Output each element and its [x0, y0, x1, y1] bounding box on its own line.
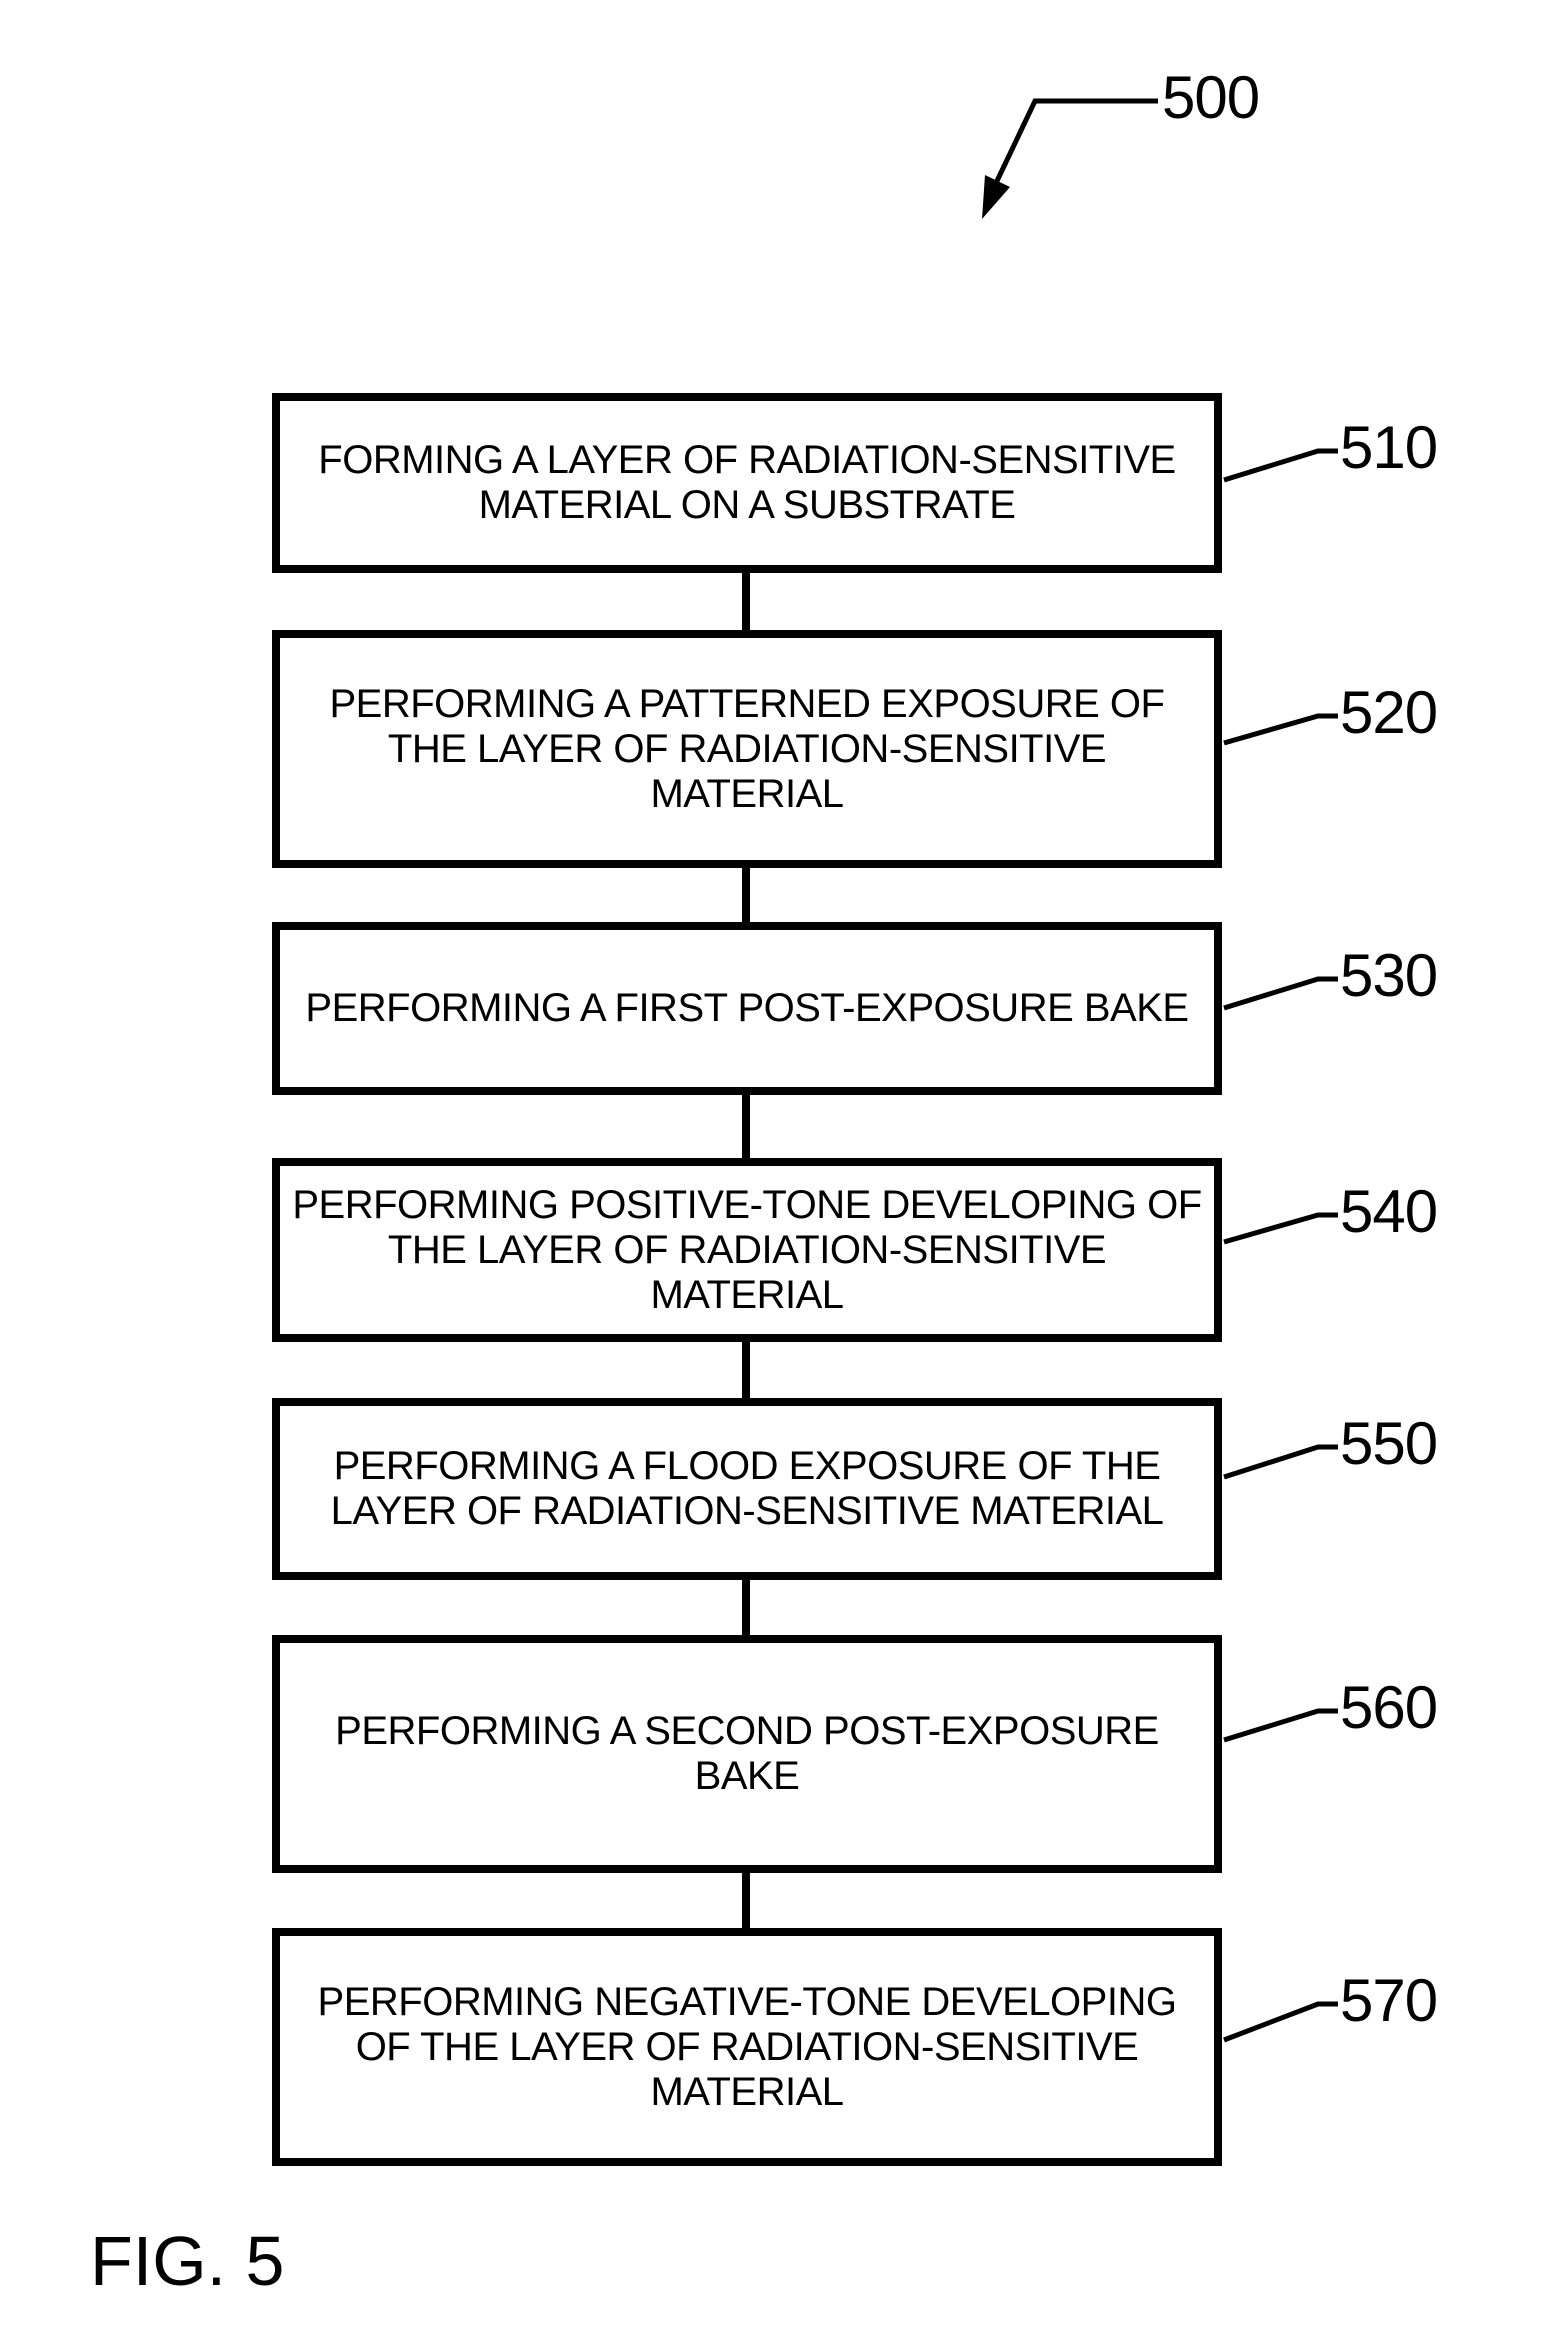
process-box-text: BAKE — [694, 1754, 800, 1798]
reference-number-570: 570 — [1340, 1967, 1438, 2034]
diagram-reference-number: 500 — [1162, 64, 1260, 131]
reference-number-560: 560 — [1340, 1674, 1438, 1741]
process-box-text: LAYER OF RADIATION-SENSITIVE MATERIAL — [330, 1489, 1164, 1533]
diagram-pointer-arrowhead-icon — [982, 175, 1010, 219]
process-box-570 — [272, 1928, 1222, 2166]
reference-leader-line — [1224, 2004, 1338, 2040]
reference-leader-line — [1224, 451, 1338, 480]
reference-leader-line — [1224, 1711, 1338, 1740]
process-box-text: PERFORMING A PATTERNED EXPOSURE OF — [329, 681, 1165, 726]
process-box-510 — [272, 393, 1222, 573]
reference-leader-line — [1224, 1215, 1338, 1242]
reference-leader-line — [1224, 979, 1338, 1008]
process-box-text: OF THE LAYER OF RADIATION-SENSITIVE — [355, 2024, 1139, 2069]
reference-number-530: 530 — [1340, 942, 1438, 1009]
figure-label: FIG. 5 — [90, 2222, 285, 2300]
reference-number-540: 540 — [1340, 1178, 1438, 1245]
process-box-530 — [272, 922, 1222, 1095]
reference-number-520: 520 — [1340, 679, 1438, 746]
process-box-text: PERFORMING A FIRST POST-EXPOSURE BAKE — [305, 986, 1189, 1030]
process-box-text: THE LAYER OF RADIATION-SENSITIVE — [387, 726, 1107, 771]
process-box-text: MATERIAL — [650, 771, 844, 816]
process-box-560 — [272, 1635, 1222, 1873]
process-box-text: FORMING A LAYER OF RADIATION-SENSITIVE — [318, 438, 1176, 482]
reference-leader-line — [1224, 1447, 1338, 1477]
process-box-text: PERFORMING NEGATIVE-TONE DEVELOPING — [317, 1979, 1177, 2024]
process-box-text: MATERIAL — [650, 1272, 844, 1317]
reference-number-550: 550 — [1340, 1410, 1438, 1477]
reference-number-510: 510 — [1340, 414, 1438, 481]
process-box-text: PERFORMING A FLOOD EXPOSURE OF THE — [333, 1444, 1161, 1488]
reference-leader-line — [1224, 716, 1338, 743]
diagram-pointer-line — [997, 101, 1158, 181]
process-box-text: MATERIAL ON A SUBSTRATE — [478, 483, 1016, 527]
process-box-text: PERFORMING POSITIVE-TONE DEVELOPING OF — [292, 1182, 1202, 1227]
process-box-540 — [272, 1158, 1222, 1342]
process-box-text: THE LAYER OF RADIATION-SENSITIVE — [387, 1227, 1107, 1272]
process-box-text: MATERIAL — [650, 2069, 844, 2114]
process-box-text: PERFORMING A SECOND POST-EXPOSURE — [335, 1709, 1159, 1753]
process-box-550 — [272, 1398, 1222, 1580]
process-box-520 — [272, 630, 1222, 868]
